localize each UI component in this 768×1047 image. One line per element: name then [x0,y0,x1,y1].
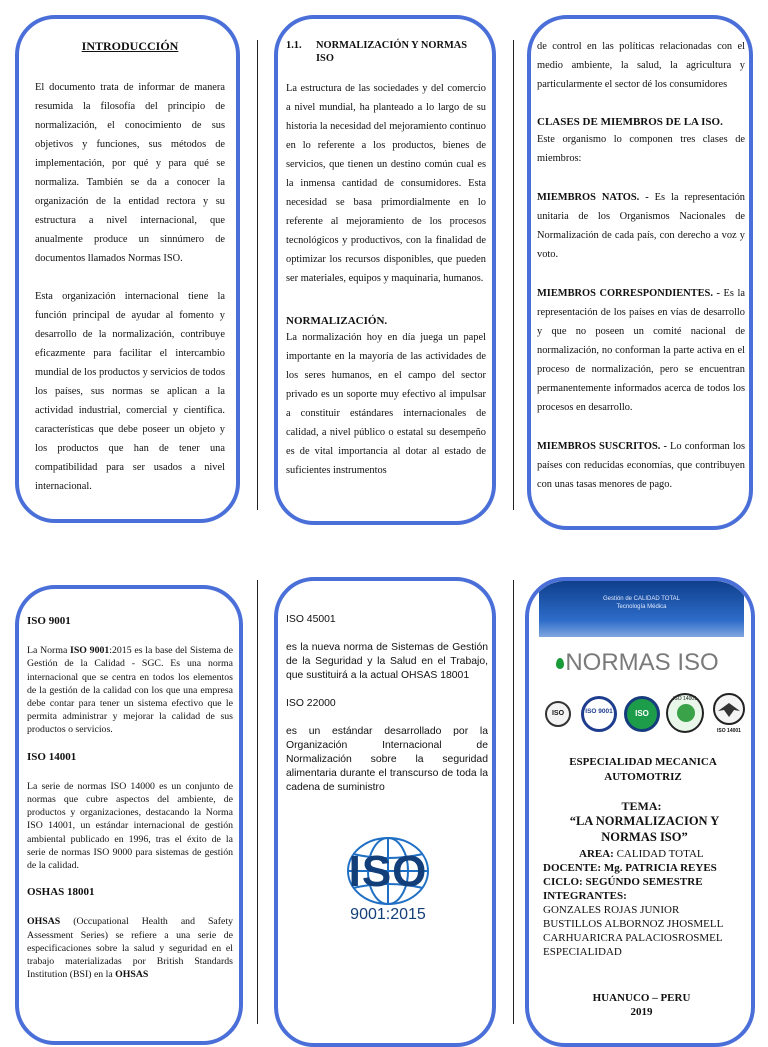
iso9001-title: ISO 9001 [27,615,71,627]
iso-logo-word: ISO [348,847,428,896]
clases-title: CLASES DE MIEMBROS DE LA ISO. [537,116,723,128]
clases-text: Este organismo lo componen tres clases de miembros: [537,134,745,164]
panel-cover [525,577,755,1047]
iso14001-title: ISO 14001 [27,750,77,763]
column-separator [513,40,514,510]
column-separator [257,580,258,1024]
panel-miembros [527,15,753,530]
integrantes-label: INTEGRANTES: [543,890,627,902]
panel-introduccion [15,15,240,523]
ciclo-value: SEGÚNDO SEMESTRE [582,876,703,888]
iso45001-title: ISO 45001 [286,614,336,625]
tema-label: TEMA: [621,799,662,813]
iso22000-paragraph: es un estándar desarrollado por la Organización Internacional de Normalización sobre la seguridad alimentaria durante el transcurso de toda la cadena de suministro [286,726,488,793]
natos-text: Es la representación unitaria de los Organismos Nacionales de Normalización de cada país, con derecho a voz y voto. [537,192,745,260]
area-label: AREA: [579,848,614,860]
section-heading [286,39,486,65]
normalizacion-paragraph-1: La estructura de las sociedades y del comercio a nivel mundial, ha planteado a lo largo de su historia la necesidad del mejoramiento continuo en lo referente a los productos, bienes de servicios, que tienen un destino común cual es la inmensa cantidad de consumidores. Esta necesidad se basa primordialmente en lo referente al mejoramiento de los procesos tecnológicos y productivos, con la finalidad de optimizar los recursos disponibles, que pueden ser materiales, equipos y maquinaria, humanos. [286,83,486,284]
column-separator [513,580,514,1024]
brand-title: NORMAS ISO [565,649,719,676]
intro-title: INTRODUCCIÓN [81,39,179,53]
ohsas-bold: OHSAS [27,916,61,928]
integrante-4: ESPECIALIDAD [543,946,622,958]
miembros-natos [537,188,745,264]
seal-iso-blue-icon: ISO [624,696,660,732]
ohsas-title: OSHAS 18001 [27,886,95,899]
tema-title: “LA NORMALIZACION Y NORMAS ISO” [569,814,720,844]
natos-label: MIEMBROS NATOS. - [537,192,649,203]
year: 2019 [630,1006,653,1018]
intro-paragraph-2: Esta organización internacional tiene la función principal de ayudar al fomento y desarrollo de la normalización, contribuye eficazmente para facilitar el intercambio mundial de los productos y servicios de todos los países, sus normas se aplican a la actividad industrial, comercial y científica. características que debe poseer un objeto y los productos que han de tener una compatibilidad para ser usados a nivel internacional. [35,291,225,492]
banner-line-1: Gestión de CALIDAD TOTAL [602,596,681,602]
ciclo-row [543,875,748,889]
seal-iso-9001-icon: ISO 9001 [581,696,617,732]
miembros-intro-paragraph: de control en las políticas relacionadas con el medio ambiente, la salud, la agricultura y particularmente el sector dé los consumidores [537,41,745,90]
seal-iso-icon: ISO [545,701,571,727]
area-value: CALIDAD TOTAL [613,848,704,860]
specialty: ESPECIALIDAD MECANICA AUTOMOTRIZ [569,756,717,783]
iso22000-title: ISO 22000 [286,698,336,709]
brand [535,649,740,677]
iso9001-pre: La Norma [27,645,71,657]
susc-label: MIEMBROS SUSCRITOS. - [537,441,667,452]
corr-text: Es la representación de los países en vías de desarrollo y que no poseen un comité nacional de normalización, no conforman la parte activa en el proceso de normalización, pero se encuentran permanentemente informados acerca de todos los procesos en desarrollo. [537,288,745,413]
iso14001-paragraph: La serie de normas ISO 14000 es un conjunto de normas que cubre aspectos del ambiente, de productos y organizaciones, destacando la Norma ISO 14001, un estándar internacional de gestión ambiental publicado en 1996, tras el éxito de la serie de normas ISO 9000 para sistemas de gestión de la calidad. [27,780,233,872]
docente-label: DOCENTE: [543,862,602,874]
normalizacion-paragraph-2: La normalización hoy en día juega un papel importante en la mayoría de las actividades de los seres humanos, en el campo del sector privado es un soporte muy efectivo al impulsar a constituir estándares internacionales de calidad, a nivel público o estatal su desempeño es de vital importancia al dotar al estado de suficientes instrumentos [286,332,486,476]
miembros-correspondientes [537,284,745,417]
iso-9001-2015-logo [323,836,453,926]
city: HUANUCO – PERU [592,992,691,1004]
iso45001-paragraph: es la nueva norma de Sistemas de Gestión de la Seguridad y la Salud en el Trabajo, que sustituirá a la actual OHSAS 18001 [286,642,488,681]
panel-normalizacion [274,15,496,525]
area-row [543,847,748,861]
miembros-suscritos [537,437,745,494]
ohsas-text: (Occupational Health and Safety Assessment Series) se refiere a una serie de especificaciones sobre la salud y seguridad en el trabajo materializadas por British Standards Institution (BSI) en la [27,916,233,981]
iso9001-bold: ISO 9001 [70,645,110,657]
panel-iso-otras [274,577,496,1047]
docente-value: Mg. PATRICIA REYES [601,862,717,874]
susc-text: Lo conforman los países con reducidas economías, que contribuyen con unas tasas menores de pago. [537,441,745,490]
ciclo-label: CICLO: [543,876,583,888]
iso-seals-row [545,693,745,737]
intro-paragraph-1: El documento trata de informar de manera resumida la filosofía del principio de normalización, el conocimiento de sus objetivos y funciones, sus métodos de implementación, por qué y para qué se normaliza. También se da a conocer la organización de la entidad rectora y su estructura a nivel internacional, que anualmente produce un sinnúmero de documentos llamados Normas ISO. [35,82,225,264]
iso9001-text: :2015 es la base del Sistema de Gestión de la Calidad - SGC. Es una norma internacional que se centra en todos los elementos de la gestión de la calidad con los que una empresa debe contar para tener un sistema efectivo que le permita administrar y mejorar la calidad de sus productos o servicios. [27,645,233,736]
iso9001-paragraph [27,644,233,736]
iso-logo-caption: 9001:2015 [350,906,426,923]
section-title: NORMALIZACIÓN Y NORMAS ISO [316,40,468,64]
ohsas-paragraph [27,915,233,981]
seal-iso-14001-eagle-icon: ISO 14001 [710,693,748,737]
banner-line-2: Tecnología Médica [616,604,667,610]
integrante-1: GONZALES ROJAS JUNIOR [543,904,680,916]
column-separator [257,40,258,510]
seal-iso-14001-green-icon: ISO 14001 [666,693,704,733]
drop-icon [556,658,564,669]
ohsas-tail: OHSAS [115,969,149,981]
normalizacion-subheading: NORMALIZACIÓN. [286,315,388,327]
docente-row [543,861,748,875]
corr-label: MIEMBROS CORRESPONDIENTES. - [537,288,720,299]
cover-banner [539,581,744,637]
panel-iso-normas [15,585,243,1045]
section-number: 1.1. [286,40,302,51]
integrante-2: BUSTILLOS ALBORNOZ JHOSMELL [543,918,724,930]
integrante-3: CARHUARICRA PALACIOSROSMEL [543,932,723,944]
cover-details [543,847,748,959]
